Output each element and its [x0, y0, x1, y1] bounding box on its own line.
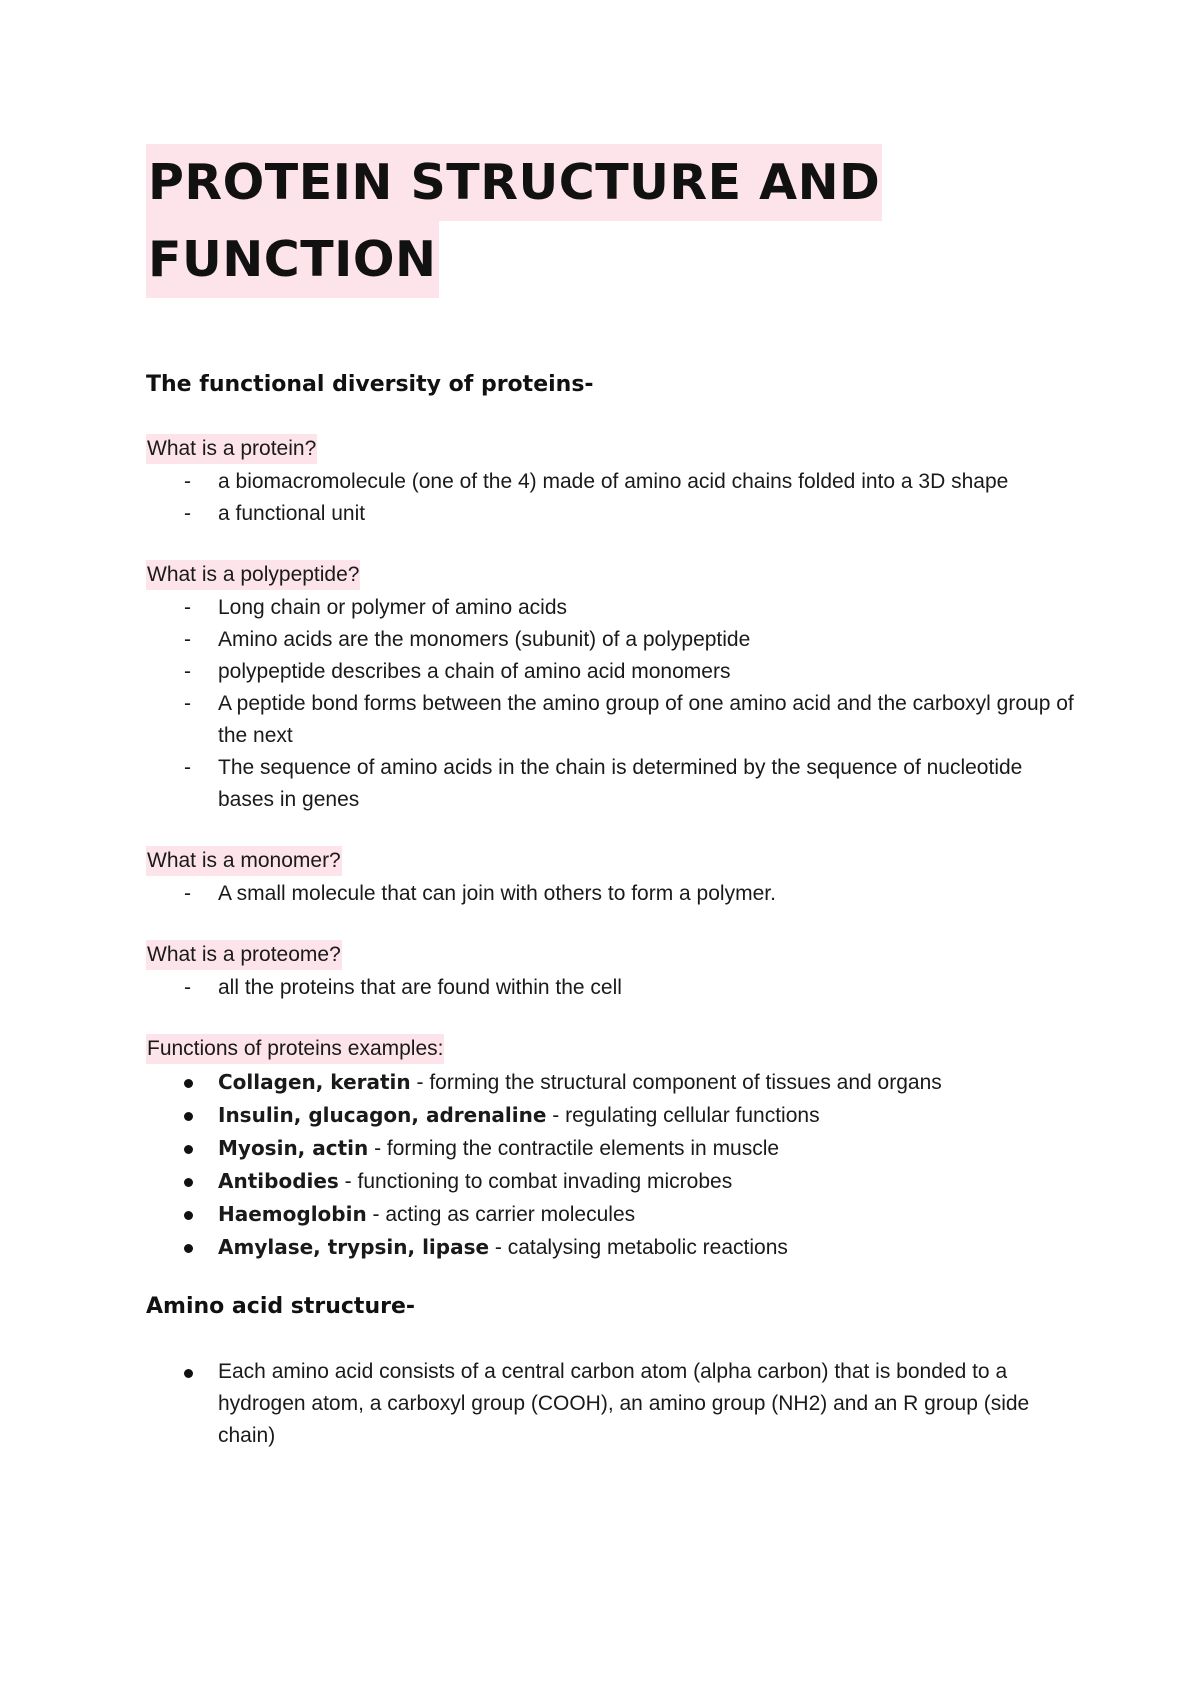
list-item: - The sequence of amino acids in the chain is determined by the sequence of nucleotide bases in genes — [146, 752, 1076, 816]
question-polypeptide: What is a polypeptide? — [146, 560, 360, 590]
question-protein: What is a protein? — [146, 434, 317, 464]
amino-acid-structure-list — [146, 1356, 1076, 1452]
title-line-2: FUNCTION — [146, 221, 439, 298]
list-item — [146, 1099, 1076, 1132]
dash-marker: - — [184, 756, 191, 779]
bullet-dot-icon — [184, 1178, 193, 1187]
list-item: - Long chain or polymer of amino acids — [146, 592, 1076, 624]
list-item: Each amino acid consists of a central carbon atom (alpha carbon) that is bonded to a hydrogen atom, a carboxyl group (COOH), an amino group (NH2) and an R group (side chain) — [146, 1356, 1076, 1452]
answer-list-polypeptide — [146, 592, 1076, 816]
list-item — [146, 1132, 1076, 1165]
dash-marker: - — [184, 882, 191, 905]
question-proteome: What is a proteome? — [146, 940, 342, 970]
bullet-dot-icon — [184, 1244, 193, 1253]
question-monomer: What is a monomer? — [146, 846, 342, 876]
dash-marker: - — [184, 692, 191, 715]
function-term: Collagen, keratin — [218, 1070, 411, 1094]
list-item: - polypeptide describes a chain of amino acid monomers — [146, 656, 1076, 688]
list-item: - all the proteins that are found within the cell — [146, 972, 1076, 1004]
list-item — [146, 1198, 1076, 1231]
list-item — [146, 1165, 1076, 1198]
list-item: - Amino acids are the monomers (subunit) of a polypeptide — [146, 624, 1076, 656]
question-functions: Functions of proteins examples: — [146, 1034, 444, 1064]
list-item — [146, 1231, 1076, 1264]
document-page — [146, 144, 1076, 1452]
qa-proteome — [146, 940, 1076, 1004]
qa-polypeptide — [146, 560, 1076, 816]
page-title — [146, 144, 1076, 298]
bullet-dot-icon — [184, 1145, 193, 1154]
function-desc: - functioning to combat invading microbes — [338, 1170, 733, 1193]
function-term: Amylase, trypsin, lipase — [218, 1235, 490, 1259]
dash-marker: - — [184, 470, 191, 493]
bullet-dot-icon — [184, 1369, 193, 1378]
section-heading-functional-diversity: The functional diversity of proteins- — [146, 372, 594, 397]
answer-list-protein — [146, 466, 1076, 530]
list-item: - A small molecule that can join with others to form a polymer. — [146, 878, 1076, 910]
functions-block — [146, 1034, 1076, 1264]
qa-monomer — [146, 846, 1076, 910]
function-term: Insulin, glucagon, adrenaline — [218, 1103, 547, 1127]
bullet-dot-icon — [184, 1112, 193, 1121]
list-item — [146, 1066, 1076, 1099]
function-term: Haemoglobin — [218, 1202, 367, 1226]
function-desc: - acting as carrier molecules — [366, 1203, 636, 1226]
function-desc: - forming the structural component of tissues and organs — [410, 1071, 942, 1094]
dash-marker: - — [184, 660, 191, 683]
answer-list-proteome — [146, 972, 1076, 1004]
section-heading-amino-acid-structure: Amino acid structure- — [146, 1294, 416, 1319]
function-term: Antibodies — [218, 1169, 339, 1193]
bullet-dot-icon — [184, 1211, 193, 1220]
answer-list-monomer — [146, 878, 1076, 910]
list-item: - a biomacromolecule (one of the 4) made of amino acid chains folded into a 3D shape — [146, 466, 1076, 498]
dash-marker: - — [184, 502, 191, 525]
qa-protein — [146, 434, 1076, 530]
function-desc: - regulating cellular functions — [546, 1104, 820, 1127]
dash-marker: - — [184, 628, 191, 651]
bullet-dot-icon — [184, 1079, 193, 1088]
function-desc: - catalysing metabolic reactions — [489, 1236, 788, 1259]
function-term: Myosin, actin — [218, 1136, 369, 1160]
functions-list — [146, 1066, 1076, 1264]
title-line-1: PROTEIN STRUCTURE AND — [146, 144, 882, 221]
list-item: - a functional unit — [146, 498, 1076, 530]
list-item: - A peptide bond forms between the amino group of one amino acid and the carboxyl group of the next — [146, 688, 1076, 752]
dash-marker: - — [184, 976, 191, 999]
function-desc: - forming the contractile elements in muscle — [368, 1137, 780, 1160]
dash-marker: - — [184, 596, 191, 619]
